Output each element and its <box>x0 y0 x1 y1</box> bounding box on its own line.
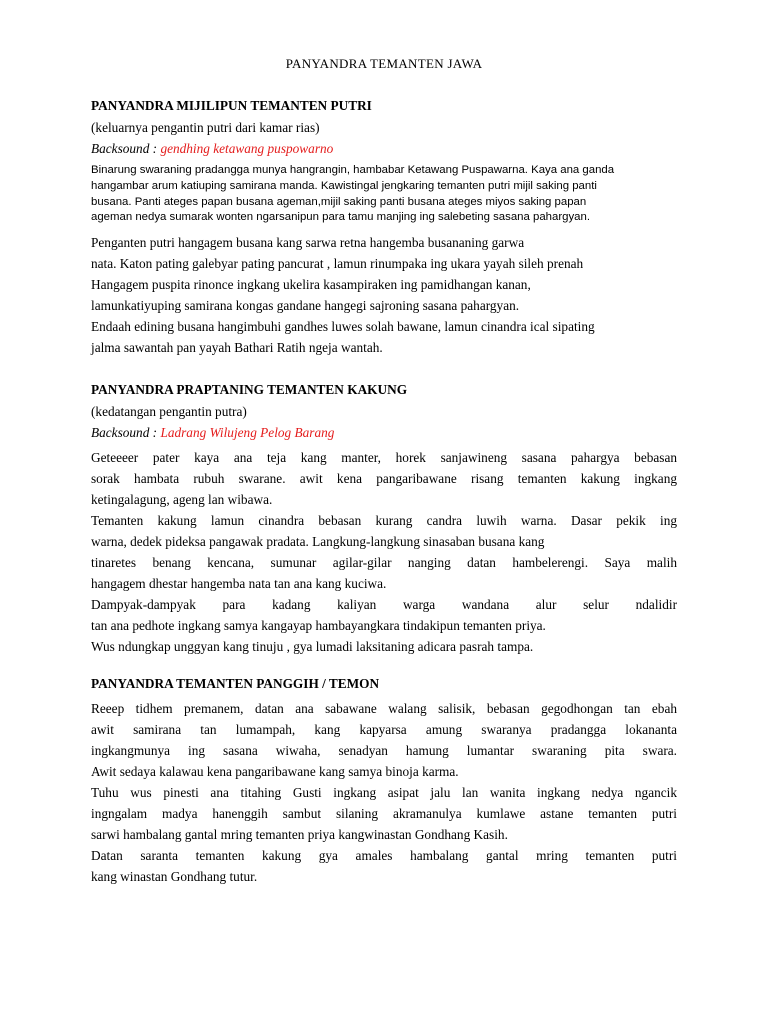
text-line: busana. Panti ateges papan busana ageman,mijil saking panti busana ateges miyos saking papan <box>91 195 587 208</box>
section-praptaning <box>91 382 677 657</box>
text-line: Temanten kakung lamun cinandra bebasan kurang candra luwih warna. Dasar pekik ing <box>91 513 677 528</box>
text-line: Penganten putri hangagem busana kang sarwa retna hangemba busananing garwa <box>91 235 525 251</box>
text-line: warna, dedek pideksa pangawak pradata. Langkung-langkung sinasaban busana kang <box>91 534 545 549</box>
backsound-label: Backsound : <box>91 425 158 440</box>
document-title: PANYANDRA TEMANTEN JAWA <box>285 56 483 71</box>
text-line: lamunkatiyuping samirana kongas gandane hangegi sajroning sasana pahargyan. <box>91 298 520 314</box>
body-paragraph <box>91 232 677 358</box>
text-line: jalma sawantah pan yayah Bathari Ratih ngeja wantah. <box>91 340 383 356</box>
text-line: sorak hambata rubuh swarane. awit kena pangaribawane risang temanten kakung ingkang <box>91 471 677 486</box>
intro-paragraph <box>91 163 677 226</box>
section-subtitle: (keluarnya pengantin putri dari kamar rias) <box>91 120 320 135</box>
text-line: tan ana pedhote ingkang samya kangayap hambayangkara tindakipun temanten priya. <box>91 618 546 633</box>
text-line: hangagem dhestar hangemba nata tan ana kang kuciwa. <box>91 576 387 591</box>
section-heading: PANYANDRA MIJILIPUN TEMANTEN PUTRI <box>91 98 372 113</box>
backsound-value: Ladrang Wilujeng Pelog Barang <box>160 425 335 440</box>
text-line: ketingalagung, ageng lan wibawa. <box>91 492 273 507</box>
text-line: tinaretes benang kencana, sumunar agilar-gilar nanging datan hambelerengi. Saya malih <box>91 555 677 570</box>
section-heading: PANYANDRA PRAPTANING TEMANTEN KAKUNG <box>91 382 408 397</box>
text-line: Reeep tidhem premanem, datan ana sabawane walang salisik, bebasan gegodhongan tan ebah <box>91 701 677 716</box>
text-line: Awit sedaya kalawau kena pangaribawane kang samya binoja karma. <box>91 764 459 779</box>
text-line: awit samirana tan lumampah, kang kapyarsa amung swaranya pradangga lokananta <box>91 722 677 737</box>
text-line: ageman nedya sumarak wonten ngarsanipun para tamu manjing ing salebeting sasana pahargyan. <box>91 211 590 224</box>
text-line: ingkangmunya ing sasana wiwaha, senadyan hamung lumantar swaraning pita swara. <box>91 743 677 758</box>
text-line: ingngalam madya hanenggih sambut silaning akramanulya kumlawe astane temanten putri <box>91 806 677 821</box>
text-line: Endaah edining busana hangimbuhi gandhes luwes solah bawane, lamun cinandra ical sipating <box>91 319 595 335</box>
backsound-line <box>91 425 677 441</box>
text-line: Binarung swaraning pradangga munya hangrangin, hambabar Ketawang Puspawarna. Kaya ana ganda <box>91 164 615 176</box>
section-panggih <box>91 676 677 887</box>
section-mijilipun <box>91 98 677 358</box>
text-line: nata. Katon pating galebyar pating pancurat , lamun rinumpaka ing ukara yayah sileh prenah <box>91 256 584 272</box>
backsound-line <box>91 141 677 157</box>
backsound-value: gendhing ketawang puspowarno <box>160 141 334 156</box>
section-heading: PANYANDRA TEMANTEN PANGGIH / TEMON <box>91 676 380 691</box>
text-line: Datan saranta temanten kakung gya amales hambalang gantal mring temanten putri <box>91 848 677 863</box>
text-line: kang winastan Gondhang tutur. <box>91 869 258 884</box>
section-subtitle: (kedatangan pengantin putra) <box>91 404 247 419</box>
text-line: hangambar arum katiuping samirana manda. Kawistingal jengkaring temanten putri mijil saking panti <box>91 179 597 192</box>
text-line: Dampyak-dampyak para kadang kaliyan warga wandana alur selur ndalidir <box>91 597 677 612</box>
backsound-label: Backsound : <box>91 141 158 156</box>
text-line: Wus ndungkap unggyan kang tinuju , gya lumadi laksitaning adicara pasrah tampa. <box>91 639 534 654</box>
body-paragraph <box>91 447 677 657</box>
text-line: Hangagem puspita rinonce ingkang ukelira kasampiraken ing pamidhangan kanan, <box>91 277 531 293</box>
text-line: sarwi hambalang gantal mring temanten priya kangwinastan Gondhang Kasih. <box>91 827 508 842</box>
text-line: Tuhu wus pinesti ana titahing Gusti ingkang asipat jalu lan wanita ingkang nedya ngancik <box>91 785 677 800</box>
text-line: Geteeeer pater kaya ana teja kang manter, horek sanjawineng sasana pahargya bebasan <box>91 450 677 465</box>
body-paragraph <box>91 698 677 887</box>
